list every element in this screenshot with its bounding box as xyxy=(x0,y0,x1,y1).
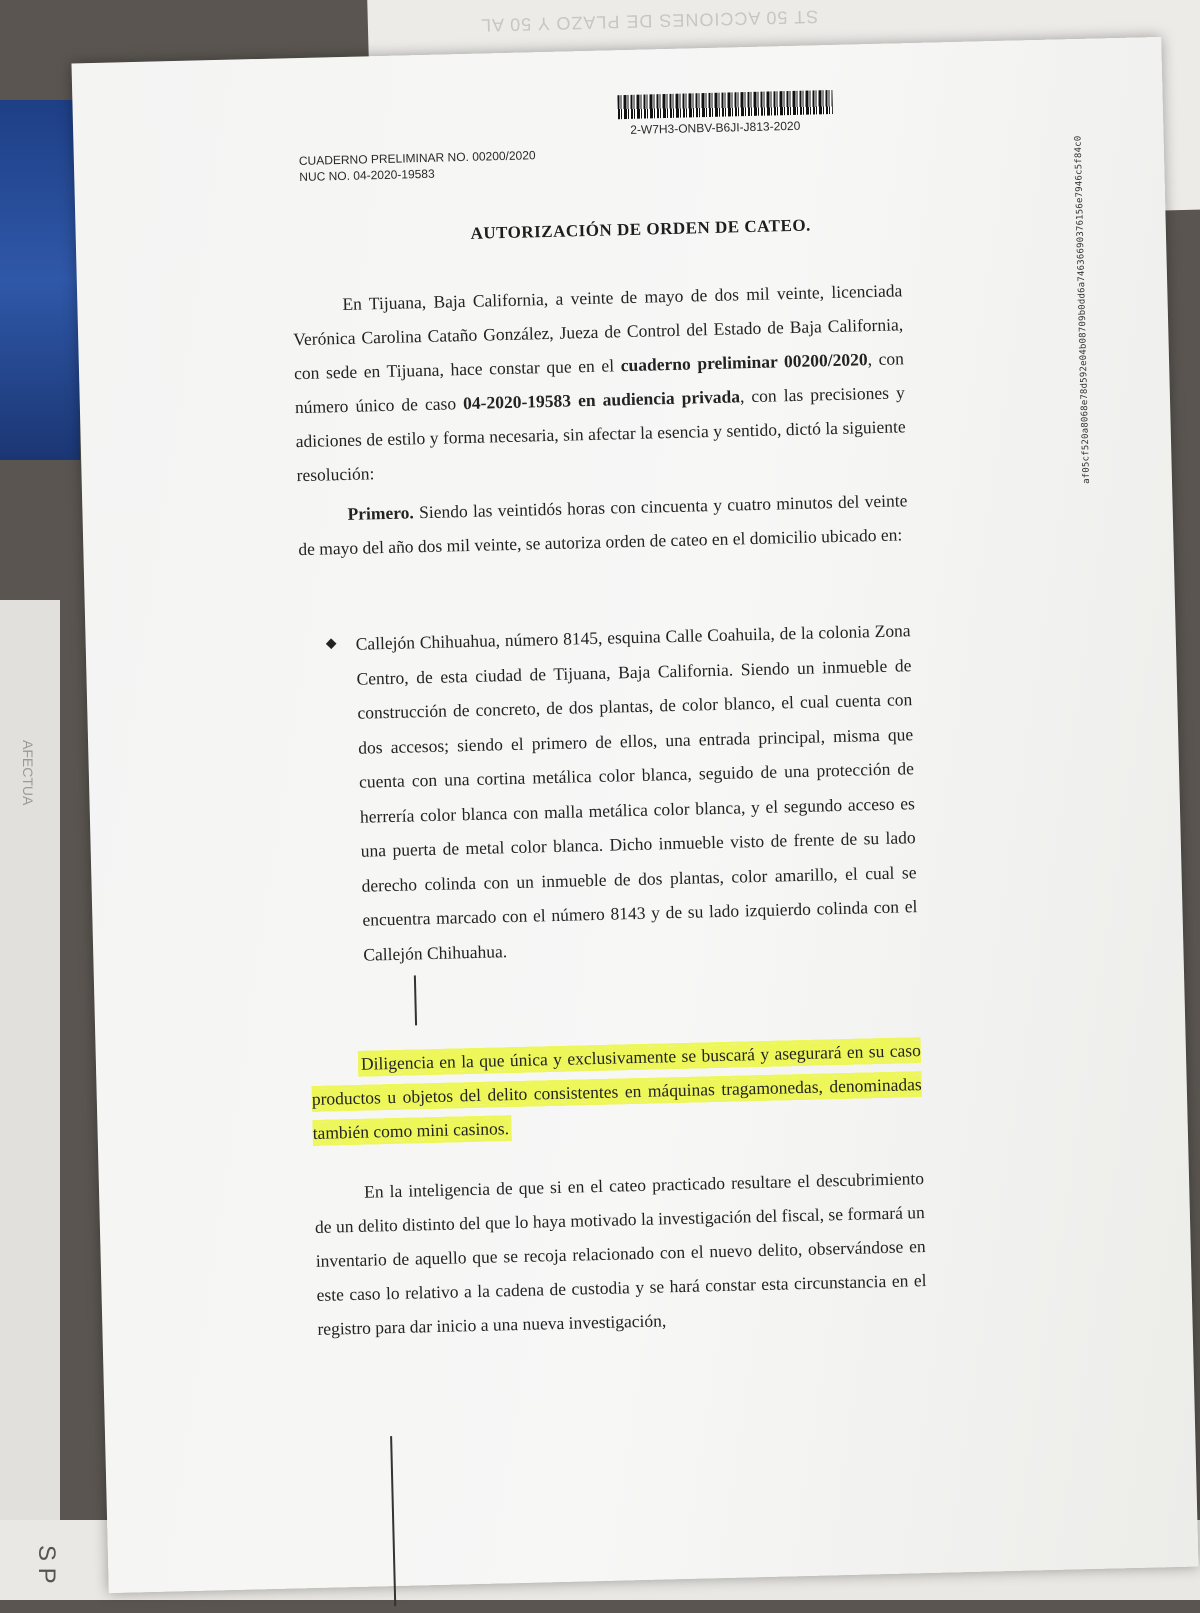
barcode-icon xyxy=(617,90,833,119)
case-header xyxy=(299,147,536,185)
background-bottom-text: S P xyxy=(33,1545,60,1584)
paragraph-inteligencia: En la inteligencia de que si en el cateo practicado resultare el descubrimiento de un delito distinto del que lo haya motivado la investigación del fiscal, se formará un inventario de aquello que se recoja relacionado con el nuevo delito, observándose en este caso lo relativo a la cadena de custodia y se hará constar esta circunstancia en el registro para dar inicio a una nueva investigación, xyxy=(314,1168,927,1339)
paragraph-diligencia xyxy=(311,1033,923,1150)
background-side-text: AFECTUA xyxy=(20,740,36,806)
paragraph-primero xyxy=(297,483,908,566)
barcode-code: 2-W7H3-ONBV-B6JI-J813-2020 xyxy=(630,118,801,137)
nuc-number: NUC NO. 04-2020-19583 xyxy=(299,166,435,185)
primero-label: Primero. xyxy=(347,502,415,524)
address-bullet xyxy=(325,613,918,972)
paragraph-intro xyxy=(292,273,907,492)
background-blue-object xyxy=(0,100,80,460)
bullet-diamond-icon: ◆ xyxy=(325,636,337,652)
document-title: AUTORIZACIÓN DE ORDEN DE CATEO. xyxy=(470,215,812,243)
background-mirrored-text: ST 50 ACCIONES DE PLAZO Y 50 AL xyxy=(479,6,819,36)
intro-text-c: , con las precisiones y adiciones de estilo y forma necesaria, sin afectar la esencia y sentido, dictó la siguiente resolución: xyxy=(295,382,906,486)
barcode-block xyxy=(617,90,838,137)
document-sheet xyxy=(71,37,1198,1593)
pen-mark xyxy=(414,975,417,1025)
address-description: Callejón Chihuahua, número 8145, esquina Calle Coahuila, de la colonia Zona Centro, de esta ciudad de Tijuana, Baja California. Siendo un inmueble de construcción de concreto, de dos plantas, de color blanco, el cual cuenta con dos accesos; siendo el primero de ellos, una entrada principal, misma que cuenta con una cortina metálica color blanca, seguido de una protección de herrería color blanca con malla metálica color blanca, y el segundo acceso es una puerta de metal color blanca. Dicho inmueble visto de frente de su lado derecho colinda con un inmueble de dos plantas, color amarillo, el cual se encuentra marcado con el número 8143 y de su lado izquierdo colinda con el Callejón Chihuahua. xyxy=(355,620,918,965)
cuaderno-number: CUADERNO PRELIMINAR NO. 00200/2020 xyxy=(298,148,536,169)
intro-text-a: En Tijuana, Baja California, a veinte de mayo de dos mil veinte, licenciada Verónica Carolina Cataño González, Jueza de Control del Estado de Baja California, con sede en Tijuana, hace constar que en el xyxy=(293,280,904,384)
intro-text-b: , con número único de caso xyxy=(294,348,905,418)
pen-mark xyxy=(390,1436,396,1606)
highlighted-text: Diligencia en la que única y exclusivamente se buscará y asegurará en su caso productos u objetos del delito consistentes en máquinas tragamonedas, denominadas también como mini casinos. xyxy=(311,1040,922,1143)
intro-bold-caso: 04-2020-19583 en audiencia privada xyxy=(462,386,741,414)
document-hash: af05cf520a8068e78d592e04b08709b0dd6a74636690376156e7946c5f84c0 xyxy=(1073,135,1093,484)
intro-bold-cuaderno: cuaderno preliminar 00200/2020 xyxy=(620,349,868,376)
primero-text: Siendo las veintidós horas con cincuenta y cuatro minutos del veinte de mayo del año dos mil veinte, se autoriza orden de cateo en el domicilio ubicado en: xyxy=(298,490,908,560)
